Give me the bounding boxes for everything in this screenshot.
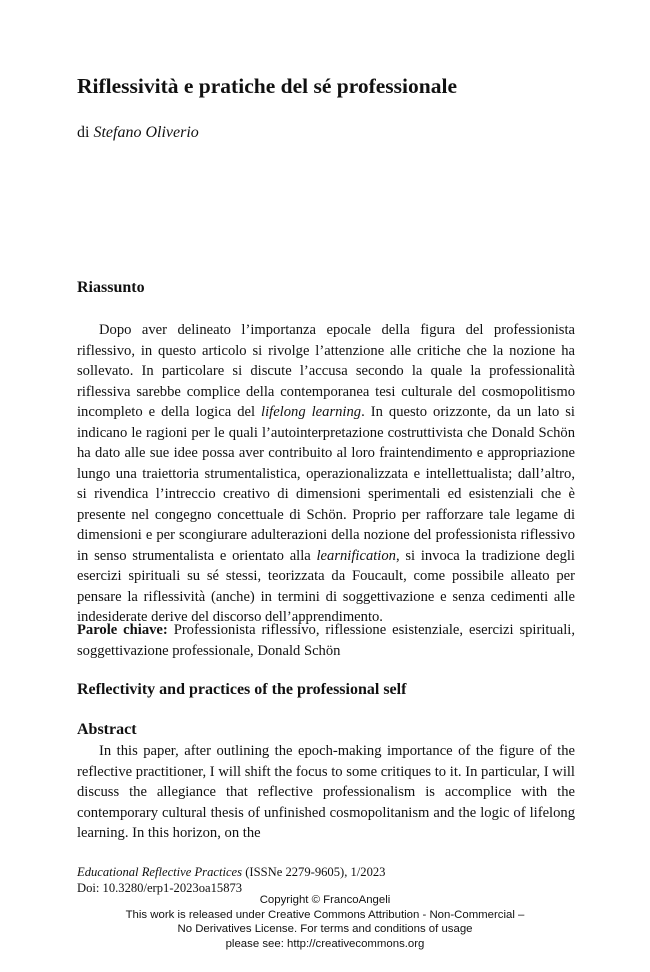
- keywords-text: Professionista riflessivo, riflessione esistenziale, esercizi spirituali, soggettivazione professionale, Donald Schön: [77, 622, 575, 659]
- abstract-paragraph: In this paper, after outlining the epoch-making importance of the figure of the reflective practitioner, I will shift the focus to some critiques to it. In particular, I will discuss the allegiance that reflective professionalism is accomplice with the contemporary cultural thesis of unfinished cosmopolitanism and the logic of lifelong learning. In this horizon, on the: [77, 743, 575, 841]
- journal-name: Educational Reflective Practices: [77, 865, 243, 879]
- abstract-heading: Abstract: [77, 721, 137, 738]
- riassunto-italic-1: lifelong learning: [261, 404, 362, 420]
- riassunto-italic-2: learnification: [316, 547, 396, 564]
- byline-prefix: di: [77, 124, 94, 141]
- riassunto-text-2: . In questo orizzonte, da un lato si indicano le ragioni per le quali l’autointerpretazione costruttivista che Donald Schön ha dato alle sue idee possa aver contribuito al loro fraintendimento e appropriazione lungo una traiettoria strumentalistica, operazionalizzata e intellettualista; dall’altro, si rivendica l’intreccio creativo di dimensioni sperimentali ed esistenziali che è presente nel congegno concettuale di Schön. Proprio per rafforzare tale legame di dimensioni e per scongiurare adulterazioni della nozione del professionista riflessivo in senso strumentalista e orientato alla: [77, 404, 575, 564]
- license-line-4: please see: http://creativecommons.org: [225, 937, 425, 950]
- journal-issue: (ISSNe 2279-9605), 1/2023: [242, 865, 386, 879]
- journal-citation: [77, 864, 385, 880]
- license-line-2: This work is released under Creative Commons Attribution - Non-Commercial –: [125, 908, 525, 921]
- english-title: Reflectivity and practices of the professional self: [77, 681, 407, 698]
- journal-footer: [77, 864, 385, 896]
- license-line-1: Copyright © FrancoAngeli: [259, 894, 391, 906]
- riassunto-heading: Riassunto: [77, 279, 145, 296]
- keywords-label: Parole chiave:: [77, 622, 168, 638]
- license-notice: [0, 893, 650, 951]
- article-title: Riflessività e pratiche del sé professionale: [77, 74, 457, 98]
- riassunto-text-1: Dopo aver delineato l’importanza epocale della figura del professionista riflessivo, in questo articolo si rivolge l’attenzione alle critiche che la nozione ha sollevato. In particolare si discute l’accusa secondo la quale la professionalità riflessiva sarebbe complice della contemporanea tesi culturale del cosmopolitismo incompleto e della logica del: [77, 322, 575, 420]
- author-byline: [77, 122, 199, 144]
- riassunto-paragraph: [77, 320, 575, 628]
- author-name: Stefano Oliverio: [93, 124, 199, 141]
- doi: Doi: 10.3280/erp1-2023oa15873: [77, 881, 243, 895]
- riassunto-text-3: , si invoca la tradizione degli esercizi spirituali su sé stessi, teorizzata da Foucault, come possibile alleato per pensare la riflessività (anche) in termini di soggettivazione e senza cedimenti alle indesiderate derive del discorso dell’apprendimento.: [77, 547, 575, 625]
- license-line-3: No Derivatives License. For terms and conditions of usage: [177, 923, 473, 935]
- keywords-paragraph: [77, 620, 575, 661]
